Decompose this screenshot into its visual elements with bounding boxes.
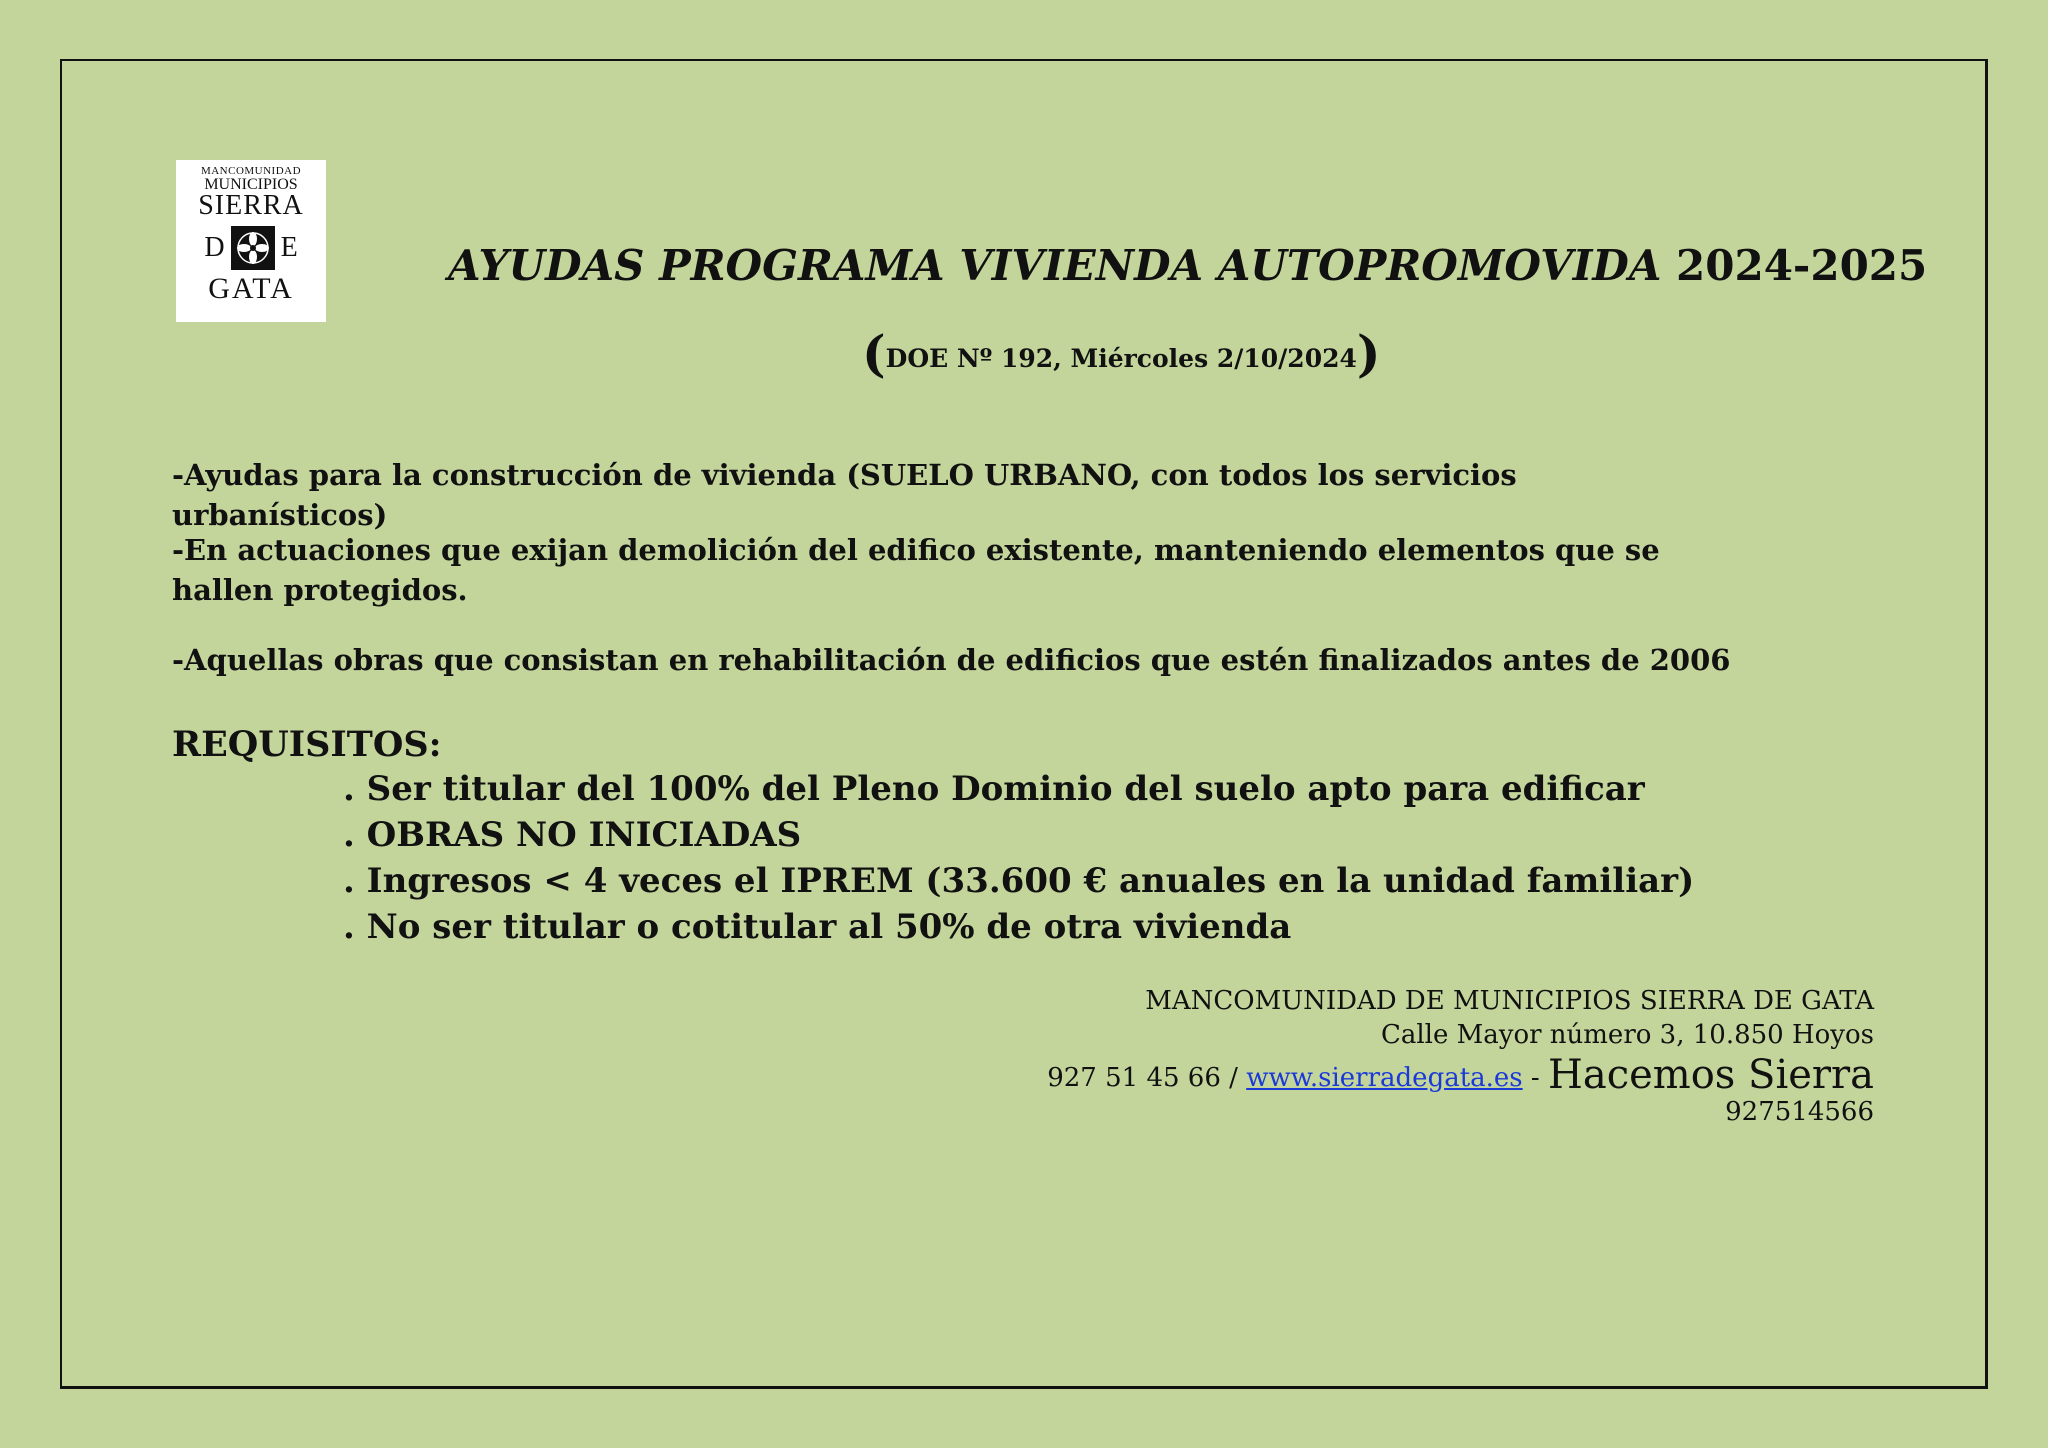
paragraph-demolition: -En actuaciones que exijan demolición del edifico existente, manteniendo elementos que se hallen protegidos. bbox=[172, 533, 1660, 607]
footer-org: MANCOMUNIDAD DE MUNICIPIOS SIERRA DE GATA bbox=[1145, 986, 1874, 1016]
logo-left-letter: D bbox=[204, 232, 225, 263]
list-item: . Ser titular del 100% del Pleno Dominio del suelo apto para edificar bbox=[343, 769, 1645, 809]
doe-open-paren: ( bbox=[862, 324, 886, 383]
footer-separator: - bbox=[1522, 1063, 1548, 1093]
footer-phone2: 927514566 bbox=[1725, 1097, 1874, 1127]
title-year: 2024-2025 bbox=[1676, 241, 1928, 290]
list-item: . No ser titular o cotitular al 50% de otra vivienda bbox=[343, 907, 1292, 947]
footer-phone: 927 51 45 66 / bbox=[1047, 1063, 1247, 1093]
doe-reference bbox=[862, 324, 1381, 389]
requirements-heading: REQUISITOS: bbox=[172, 724, 442, 765]
requirements-list bbox=[343, 766, 1694, 950]
contact-footer bbox=[974, 984, 1874, 1129]
logo-right-letter: E bbox=[280, 232, 298, 263]
footer-address: Calle Mayor número 3, 10.850 Hoyos bbox=[1380, 1020, 1874, 1050]
logo-line2: MUNICIPIOS bbox=[204, 176, 298, 193]
website-link[interactable]: www.sierradegata.es bbox=[1246, 1063, 1523, 1093]
title-text: AYUDAS PROGRAMA VIVIENDA AUTOPROMOVIDA bbox=[448, 241, 1662, 290]
logo-line1: MANCOMUNIDAD bbox=[200, 165, 302, 177]
page-title bbox=[448, 236, 1928, 296]
paragraph-construction: -Ayudas para la construcción de vivienda (SUELO URBANO, con todos los servicios urbanísticos) bbox=[172, 458, 1517, 532]
footer-slogan: Hacemos Sierra bbox=[1547, 1052, 1874, 1098]
flower-emblem-icon bbox=[231, 226, 275, 270]
list-item: . Ingresos < 4 veces el IPREM (33.600 € anuales en la unidad familiar) bbox=[343, 861, 1695, 901]
list-item: . OBRAS NO INICIADAS bbox=[343, 815, 802, 855]
sierra-de-gata-logo bbox=[176, 160, 326, 322]
doe-text: DOE Nº 192, Miércoles 2/10/2024 bbox=[885, 344, 1357, 373]
paragraph-rehabilitation: -Aquellas obras que consistan en rehabilitación de edificios que estén finalizados antes de 2006 bbox=[172, 643, 1731, 677]
logo-line3: SIERRA bbox=[198, 190, 304, 221]
logo-line4: GATA bbox=[208, 272, 294, 305]
doe-close-paren: ) bbox=[1356, 324, 1381, 383]
